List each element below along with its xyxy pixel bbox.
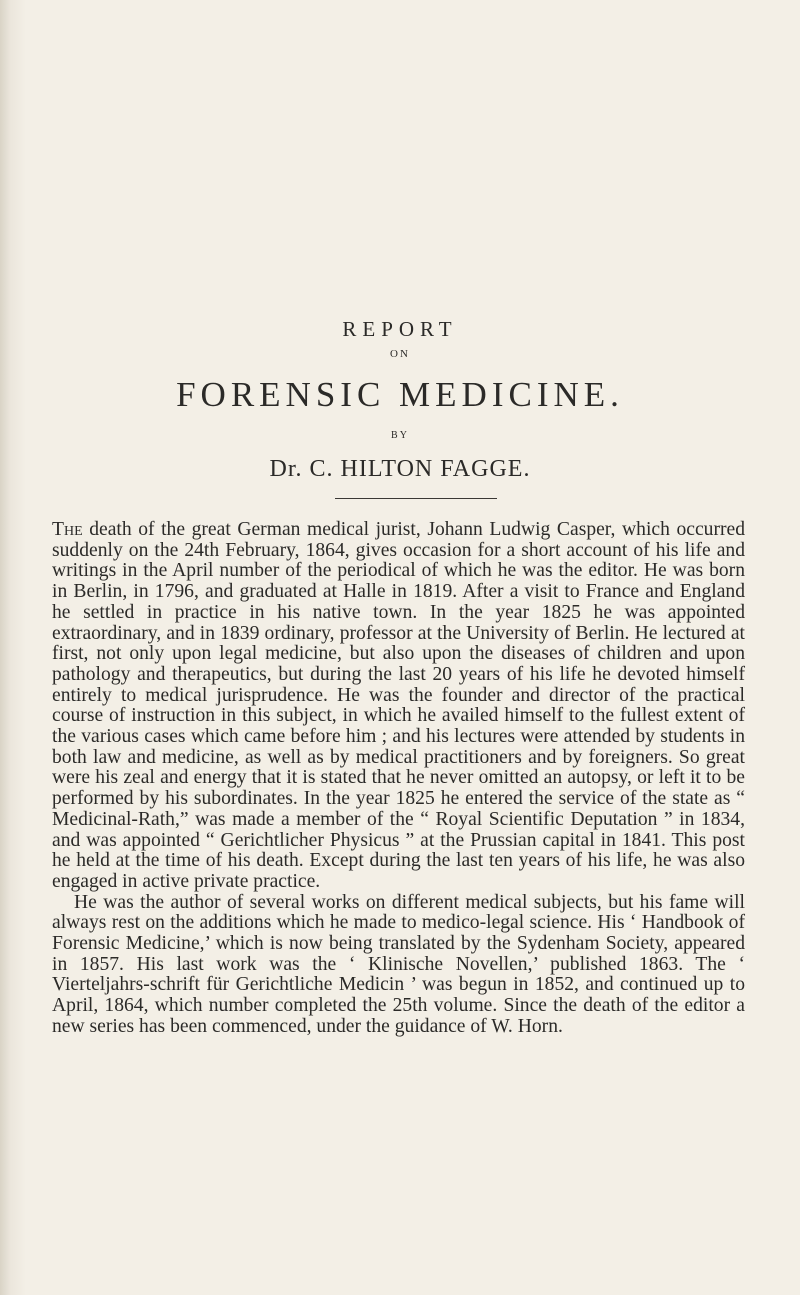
document-title: FORENSIC MEDICINE. xyxy=(176,375,624,414)
article-body xyxy=(52,520,745,1038)
paragraph-1 xyxy=(52,520,745,893)
author-name: Dr. C. HILTON FAGGE. xyxy=(269,456,531,482)
by-label: BY xyxy=(391,430,409,441)
divider-rule xyxy=(335,498,497,499)
page-edge-shadow xyxy=(0,0,26,1295)
lead-word: The xyxy=(52,519,83,540)
on-label: ON xyxy=(390,348,410,360)
paragraph-2: He was the author of several works on different medical subjects, but his fame will always rest on the additions which he made to medico-legal science. His ‘ Handbook of Forensic Medicine,’ which is now being translated by the Sydenham Society, appeared in 1857. His last work was the ‘ Klinische Novellen,’ published 1863. The ‘ Vierteljahrs-schrift für Gerichtliche Medicin ’ was begun in 1852, and continued up to April, 1864, which number completed the 25th volume. Since the death of the editor a new series has been commenced, under the guidance of W. Horn. xyxy=(52,891,745,1037)
paragraph-1-text: death of the great German medical jurist, Johann Ludwig Casper, which occurred suddenly on the 24th February, 1864, gives occasion for a short account of his life and writings in the April number of the periodical of which he was the editor. He was born in Berlin, in 1796, and graduated at Halle in 1819. After a visit to France and England he settled in practice in his native town. In the year 1825 he was appointed extraordinary, and in 1839 ordinary, professor at the University of Berlin. He lectured at first, not only upon legal medicine, but also upon the diseases of children and upon pathology and therapeutics, but during the last 20 years of his life he devoted himself entirely to medical jurisprudence. He was the founder and director of the practical course of instruction in this subject, in which he availed himself to the fullest extent of the various cases which came before him ; and his lectures were attended by students in both law and medicine, as well as by medical practitioners and by foreigners. So great were his zeal and energy that it is stated that he never omitted an autopsy, or left it to be performed by his subordinates. In the year 1825 he entered the service of the state as “ Medicinal-Rath,” was made a member of the “ Royal Scientific Deputation ” in 1834, and was appointed “ Gerichtlicher Physicus ” at the Prussian capital in 1841. This post he held at the time of his death. Except during the last ten years of his life, he was also engaged in active private practice. xyxy=(52,519,745,892)
report-heading: REPORT xyxy=(342,317,458,341)
